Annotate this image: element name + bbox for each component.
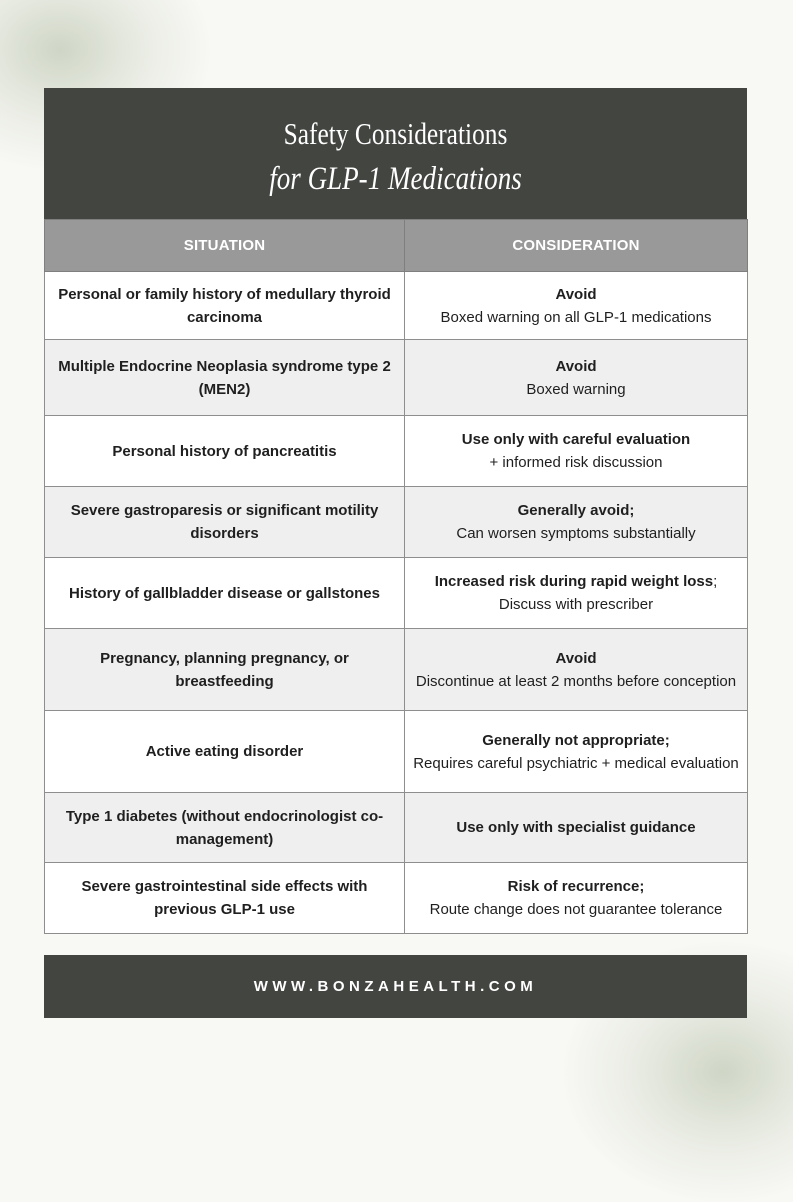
title-banner (44, 88, 747, 219)
footer-banner (44, 955, 747, 1018)
consideration-cell (405, 629, 748, 711)
table-header-row (45, 220, 748, 272)
consideration-cell (405, 416, 748, 487)
consideration-detail: Route change does not guarantee tolerance (429, 901, 723, 918)
consideration-text: Avoid (555, 357, 597, 375)
consideration-detail: Requires careful psychiatric + medical evaluation (413, 754, 739, 772)
situation-cell: Personal or family history of medullary thyroid carcinoma (45, 272, 405, 340)
consideration-text: Avoid (555, 649, 597, 667)
page-subtitle: for GLP-1 Medications (269, 161, 522, 197)
situation-cell: History of gallbladder disease or gallstones (45, 558, 405, 629)
table-row (45, 272, 748, 340)
consideration-text: Increased risk during rapid weight loss (434, 573, 714, 590)
table-row (45, 793, 748, 863)
consideration-text: Generally not appropriate; (482, 731, 670, 749)
consideration-detail: Boxed warning (526, 380, 626, 398)
safety-card (44, 88, 747, 934)
consideration-cell (405, 487, 748, 558)
safety-table (44, 219, 748, 934)
consideration-cell (405, 340, 748, 416)
consideration-detail: Discuss with prescriber (498, 596, 654, 613)
consideration-detail: Boxed warning on all GLP-1 medications (440, 308, 712, 326)
consideration-cell (405, 793, 748, 863)
website-url: WWW.BONZAHEALTH.COM (253, 978, 538, 995)
consideration-detail: Discontinue at least 2 months before conception (415, 672, 737, 690)
consideration-text: Avoid (555, 285, 597, 303)
consideration-cell (405, 711, 748, 793)
situation-cell: Severe gastrointestinal side effects with previous GLP-1 use (45, 863, 405, 934)
situation-cell: Multiple Endocrine Neoplasia syndrome type 2 (MEN2) (45, 340, 405, 416)
table-row (45, 629, 748, 711)
situation-cell: Pregnancy, planning pregnancy, or breastfeeding (45, 629, 405, 711)
consideration-text: Risk of recurrence; (507, 878, 645, 895)
table-row (45, 340, 748, 416)
situation-cell: Type 1 diabetes (without endocrinologist co-management) (45, 793, 405, 863)
consideration-text: Use only with specialist guidance (456, 819, 696, 836)
table-row (45, 863, 748, 934)
table-row (45, 487, 748, 558)
consideration-detail: + informed risk discussion (489, 454, 663, 471)
table-row (45, 558, 748, 629)
column-header-situation: SITUATION (45, 220, 405, 272)
consideration-suffix: ; (713, 573, 718, 590)
consideration-cell (405, 272, 748, 340)
consideration-cell (405, 558, 748, 629)
table-row (45, 416, 748, 487)
column-header-consideration: CONSIDERATION (405, 220, 748, 272)
situation-cell: Severe gastroparesis or significant motility disorders (45, 487, 405, 558)
consideration-text: Use only with careful evaluation (461, 431, 691, 448)
consideration-cell (405, 863, 748, 934)
consideration-text: Generally avoid; (517, 502, 635, 519)
page-title: Safety Considerations (283, 116, 508, 151)
situation-cell: Personal history of pancreatitis (45, 416, 405, 487)
table-row (45, 711, 748, 793)
consideration-detail: Can worsen symptoms substantially (456, 525, 696, 542)
situation-cell: Active eating disorder (45, 711, 405, 793)
consideration-line (413, 570, 739, 593)
